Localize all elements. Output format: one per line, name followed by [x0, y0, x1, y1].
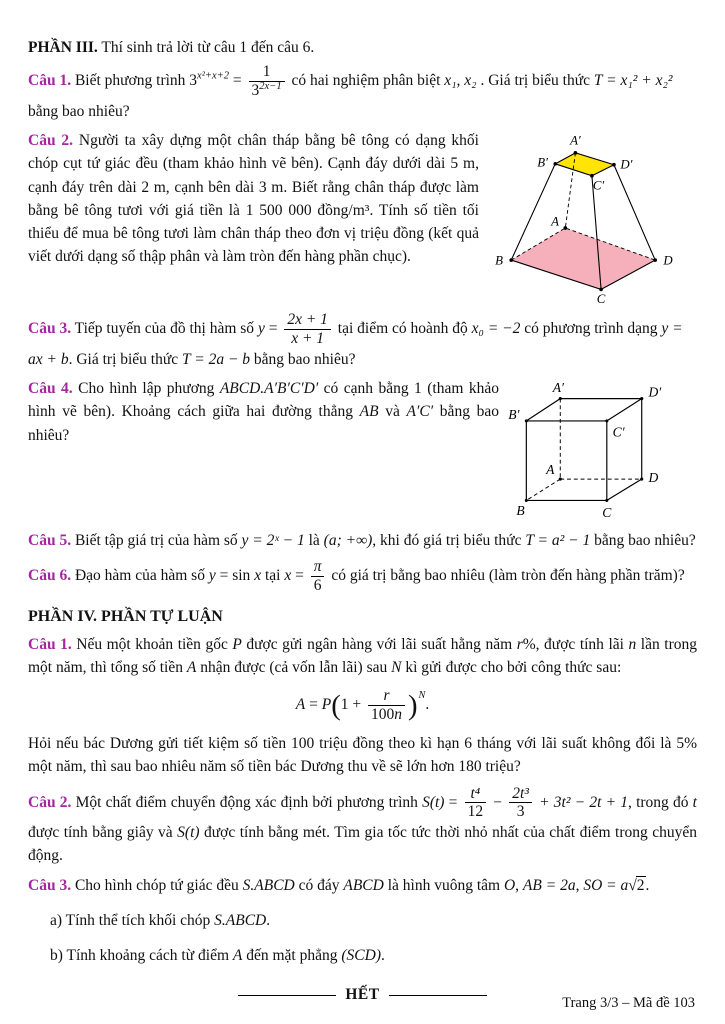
part4-heading: PHẦN IV. PHẦN TỰ LUẬN [28, 607, 223, 625]
math-run: y = ax + b [28, 320, 683, 368]
vertex-dot [509, 258, 513, 262]
math-run: A [186, 659, 197, 677]
frustum-svg [485, 129, 697, 305]
text-run: được tính bằng giây và [28, 824, 178, 842]
math-run: AB = 2a [522, 876, 576, 894]
item-label: a) [50, 911, 63, 929]
math-run: S(t) [177, 824, 200, 842]
fraction-numerator: π [313, 558, 322, 576]
text-run: = sin [215, 567, 255, 585]
math-run: r [516, 635, 523, 653]
math-run: x [284, 567, 292, 585]
text-run: đến mặt phẳng [242, 947, 342, 965]
math-run: t [692, 793, 697, 811]
vertex-dot [564, 226, 568, 230]
vertex-label-bprime: B′ [508, 406, 520, 422]
question-label: Câu 6. [28, 567, 72, 585]
question-label: Câu 3. [28, 876, 72, 894]
fraction [465, 785, 487, 822]
fraction [284, 311, 331, 348]
text-run: . [266, 911, 271, 929]
question-p3-6 [28, 558, 697, 595]
vertex-dot [605, 419, 608, 422]
question-label: Câu 3. [28, 320, 72, 337]
question-p3-4 [28, 377, 499, 447]
math-run: AB [359, 403, 379, 421]
vertex-dot [590, 174, 594, 178]
vertex-label-dprime: D′ [620, 157, 633, 172]
text-run: là [304, 532, 324, 549]
text-run: . [380, 947, 385, 965]
text-run: , trong đó [628, 793, 693, 811]
text-run: có đáy [294, 876, 344, 894]
math-run: N [391, 659, 402, 677]
frustum-edge-dprime-d [614, 165, 655, 260]
fraction [509, 785, 532, 822]
text-run: bằng bao nhiêu? [28, 102, 130, 120]
fraction-numerator: 2x + 1 [287, 311, 328, 329]
sqrt-radicand: 2 [636, 876, 645, 894]
math-run: x [254, 567, 262, 585]
vertex-label-d: D [648, 470, 659, 485]
math-run: n [628, 635, 637, 653]
math-run: x₀ = −2 [471, 320, 521, 337]
vertex-label-b: B [516, 502, 525, 518]
math-run: ABCD [343, 876, 384, 894]
math-run: A [295, 696, 306, 714]
vertex-dot [525, 499, 528, 502]
text-run: Một chất điểm chuyển động xác định bởi phương trình [71, 793, 423, 811]
text-run: Nếu một khoản tiền gốc [71, 635, 233, 653]
cube-top-face [526, 399, 641, 421]
fraction [368, 687, 405, 724]
text-run: Tiếp tuyến của đồ thị hàm số [71, 320, 258, 337]
math-exponent: x²+x+2 [197, 70, 230, 82]
text-run: . [645, 876, 650, 894]
vertex-dot [640, 478, 643, 481]
math-run: P [321, 696, 332, 714]
text-run: . Giá trị biểu thức [476, 72, 594, 90]
math-run: (a; +∞) [323, 532, 373, 549]
question-p3-2 [28, 129, 479, 269]
question-p3-5 [28, 529, 697, 552]
open-paren: ( [331, 689, 341, 722]
question-label: Câu 2. [28, 793, 72, 811]
text-run: được gửi ngân hàng với lãi suất hằng năm [241, 635, 517, 653]
text-run: bằng bao nhiêu? [590, 532, 696, 549]
vertex-dot [653, 258, 657, 262]
text-run: = [444, 793, 462, 811]
fraction [311, 558, 325, 595]
interest-formula [28, 687, 697, 724]
end-rule-right [389, 995, 487, 996]
question-p4-1 [28, 633, 697, 680]
fraction-denominator [249, 81, 285, 100]
math-run: x₁, x₂ [444, 72, 477, 90]
text-run: = [291, 567, 308, 585]
text-run: = [305, 696, 322, 714]
text-run: tại điểm có hoành độ [333, 320, 472, 337]
text-run: và [378, 403, 407, 421]
vertex-dot [599, 288, 603, 292]
cube-right-edges [607, 399, 642, 501]
cube-svg [505, 377, 697, 523]
vertex-dot [574, 151, 578, 155]
text-run: , [515, 876, 523, 894]
vertex-label-cprime: C′ [612, 424, 625, 440]
text-run: có cạnh bằng 1 (tham khảo hình vẽ bên). Khoảng cách giữa hai đường thẳng [28, 380, 499, 421]
vertex-label-bprime: B′ [537, 155, 548, 170]
end-rule-left [238, 995, 336, 996]
vertex-dot [525, 419, 528, 422]
math-run: P [232, 635, 242, 653]
math-run: y = 2ˣ − 1 [241, 532, 305, 549]
math-exponent: 2x−1 [259, 80, 282, 92]
text-run: bằng bao nhiêu? [250, 350, 356, 368]
math-run: SO = a [583, 876, 629, 894]
vertex-label-c: C [602, 504, 612, 520]
math-run: y [257, 320, 265, 337]
text-run: %, được tính lãi [522, 635, 629, 653]
text-run: Cho hình chóp tứ giác đều [71, 876, 243, 894]
end-marker-text: HẾT [345, 986, 380, 1004]
fraction-denominator: 3 [509, 802, 532, 821]
question-p4-1-part2: Hỏi nếu bác Dương gửi tiết kiệm số tiền 100 triệu đồng theo kì hạn 6 tháng với lãi suất không đổi là 5% một năm, thì sau bao nhiêu năm số tiền bác Dương thu về sẽ lớn hơn 180 triệu? [28, 735, 697, 776]
frustum-bottom-face [511, 228, 655, 289]
fraction-denominator: 6 [311, 576, 325, 595]
vertex-label-d: D [663, 253, 673, 268]
text-run: bằng bao nhiêu? [28, 403, 499, 444]
text-run: tại [261, 567, 285, 585]
text-run: Tính khoảng cách từ điểm [62, 947, 233, 965]
frustum-figure [485, 129, 697, 305]
frustum-top-face [555, 153, 614, 176]
cube-figure [505, 377, 697, 523]
text-run: 100 [370, 706, 395, 724]
question-p3-1 [28, 63, 697, 123]
fraction-denominator: x + 1 [284, 329, 331, 348]
vertex-label-c: C [596, 292, 606, 306]
math-run: (SCD) [341, 947, 381, 965]
text-run: Đạo hàm của hàm số [71, 567, 209, 585]
text-run: , [575, 876, 584, 894]
text-run: được tính bằng mét. Tìm gia tốc tức thời nhỏ nhất của chất điểm trong chuyển động. [28, 824, 697, 865]
question-p3-3 [28, 311, 697, 371]
vertex-label-a: A [546, 462, 555, 478]
fraction-numerator: 2t³ [512, 784, 529, 802]
text-run: , khi đó giá trị biểu thức [372, 532, 526, 549]
question-p4-2 [28, 785, 697, 868]
cube-hidden-edge-ab [526, 479, 560, 500]
vertex-dot [559, 397, 562, 400]
subquestion-a [50, 909, 697, 932]
vertex-label-a: A [551, 214, 559, 229]
close-paren: ) [407, 689, 418, 722]
part3-subtitle: Thí sinh trả lời từ câu 1 đến câu 6. [97, 39, 315, 56]
text-run: Cho hình lập phương [72, 380, 220, 397]
text-run: 1 + [340, 696, 365, 714]
fraction-numerator: t⁴ [470, 784, 481, 802]
math-run: A′C′ [406, 403, 434, 421]
sqrt-sign: √ [628, 876, 637, 894]
text-run: có hai nghiệm phân biệt [287, 72, 445, 90]
vertex-label-b: B [495, 253, 503, 268]
vertex-dot [559, 478, 562, 481]
vertex-label-dprime: D′ [648, 384, 662, 400]
math-run: y [208, 567, 216, 585]
math-run: A [232, 947, 243, 965]
page-footer: Trang 3/3 – Mã đề 103 [562, 995, 695, 1012]
question-label: Câu 1. [28, 635, 72, 653]
text-run: là hình vuông tâm [383, 876, 504, 894]
math-run: S(t) [422, 793, 445, 811]
text-run: Tính thể tích khối chóp [62, 911, 215, 929]
math-run: S.ABCD [242, 876, 295, 894]
question-p4-3 [28, 874, 697, 897]
vertex-dot [612, 163, 616, 167]
text-run: lần trong một năm, thì tổng số tiền [28, 635, 697, 677]
math-exponent: N [418, 689, 426, 701]
text-run: có phương trình dạng [520, 320, 662, 337]
text-run: kì gửi được cho bởi công thức sau: [401, 659, 622, 677]
subquestion-b [50, 944, 697, 967]
fraction-denominator: 12 [465, 802, 487, 821]
vertex-dot [640, 397, 643, 400]
text-run: − [489, 793, 507, 811]
math-run: n [394, 706, 402, 724]
math-run: O [503, 876, 516, 894]
vertex-label-aprime: A′ [570, 133, 581, 148]
question-label: Câu 5. [28, 532, 72, 549]
part3-title: PHẦN III. [28, 39, 98, 56]
math-run: T = x₁² + x₂² [593, 72, 673, 90]
math-run: T = 2a − b [182, 350, 251, 368]
fraction-numerator: 1 [262, 63, 271, 81]
text-run: . Giá trị biểu thức [68, 350, 183, 368]
question-label: Câu 2. [28, 132, 74, 150]
part3-heading [28, 36, 697, 59]
vertex-dot [605, 499, 608, 502]
text-run: Biết tập giá trị của hàm số [71, 532, 242, 549]
text-run: = [264, 320, 282, 337]
math-run: T = a² − 1 [525, 532, 591, 549]
fraction-numerator: r [383, 687, 390, 705]
text-run: có giá trị bằng bao nhiêu (làm tròn đến hàng phần trăm)? [327, 567, 685, 585]
question-label: Câu 4. [28, 380, 73, 397]
question-p3-4-row [28, 377, 697, 523]
math-run: ABCD.A′B′C′D′ [219, 380, 319, 397]
vertex-label-aprime: A′ [552, 379, 564, 395]
text-run: Người ta xây dựng một chân tháp bằng bê tông có dạng khối chóp cụt tứ giác đều (tham khảo hình vẽ bên). Cạnh đáy dưới dài 5 m, cạnh đáy trên dài 2 m, cạnh bên dài 3 m. Biết rằng chân tháp được làm bằng bê tông tươi với giá tiền là 1 500 000 đồng/m³. Tính số tiền tối thiểu để mua bê tông tươi làm chân tháp theo đơn vị triệu đồng (kết quả viết dưới dạng số thập phân và làm tròn đến hàng phần chục). [28, 132, 479, 266]
text-run: nhận được (cả vốn lẫn lãi) sau [196, 659, 392, 677]
question-p3-2-row [28, 129, 697, 305]
math-run: S.ABCD [214, 911, 267, 929]
question-label: Câu 1. [28, 72, 72, 90]
math-run: + 3t² − 2t + 1 [534, 793, 628, 811]
vertex-dot [553, 162, 557, 166]
cube-front-face [526, 421, 606, 501]
fraction [249, 63, 285, 100]
text-run: Biết phương trình 3 [71, 72, 198, 90]
item-label: b) [50, 947, 63, 965]
fraction-denominator [368, 705, 405, 724]
vertex-label-cprime: C′ [592, 178, 605, 193]
text-run: = [229, 72, 246, 90]
text-run: 3 [251, 82, 260, 100]
text-run: . [425, 696, 430, 714]
